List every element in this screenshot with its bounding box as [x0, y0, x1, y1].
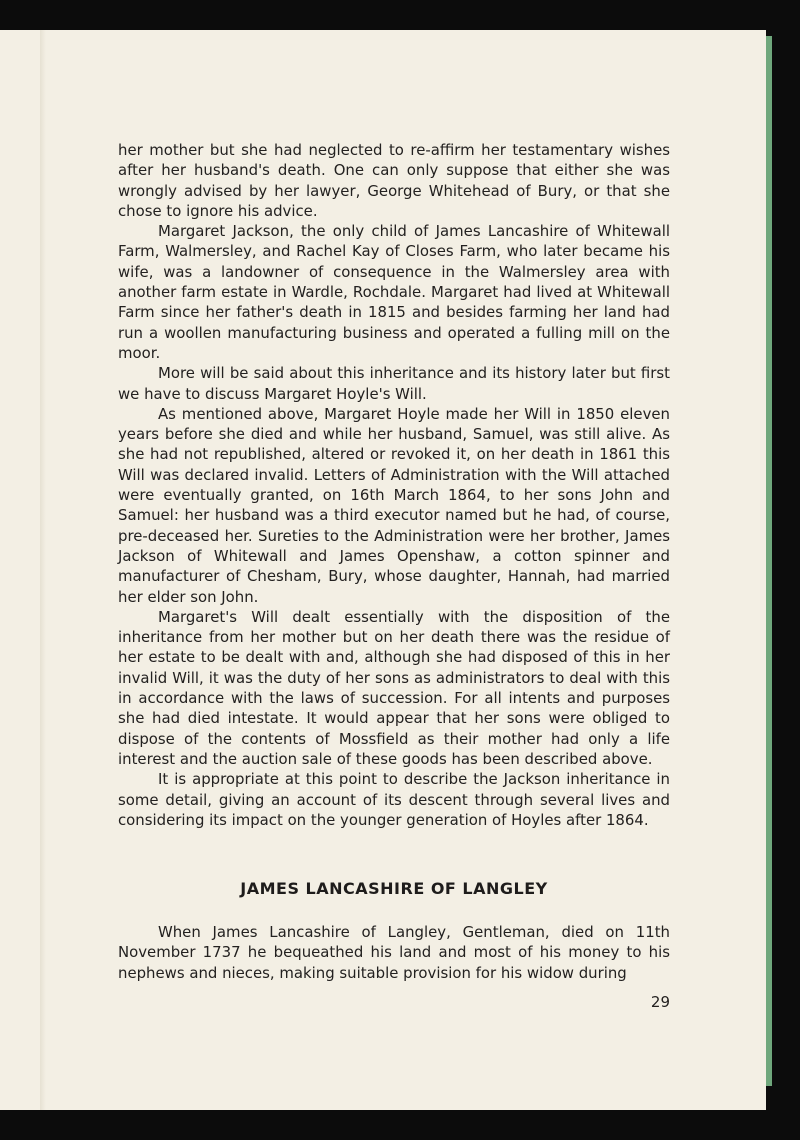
- paragraph: her mother but she had neglected to re-affirm her testamentary wishes after her husband's death. One can only suppose that either she was wrongly advised by her lawyer, George Whitehead of Bury, or that she chose to ignore his advice.: [118, 141, 670, 220]
- paragraph: Margaret's Will dealt essentially with the disposition of the inheritance from her mother but on her death there was the residue of her estate to be dealt with and, although she had disposed of this in her invalid Will, it was the duty of her sons as administrators to deal with this in accordance with the laws of succession. For all intents and purposes she had died intestate. It would appear that her sons were obliged to dispose of the contents of Mossfield as their mother had only a life interest and the auction sale of these goods has been described above.: [118, 607, 670, 768]
- paragraph: When James Lancashire of Langley, Gentleman, died on 11th November 1737 he bequeathed his land and most of his money to his nephews and nieces, making suitable provision for his widow during: [118, 923, 670, 982]
- paragraph: Margaret Jackson, the only child of James Lancashire of Whitewall Farm, Walmersley, and Rachel Kay of Closes Farm, who later became his wife, was a landowner of consequence in the Walmersley area with another farm estate in Wardle, Rochdale. Margaret had lived at Whitewall Farm since her father's death in 1815 and besides farming her land had run a woollen manufacturing business and operated a fulling mill on the moor.: [118, 222, 670, 362]
- page-gutter: [40, 30, 46, 1110]
- body-text: [118, 140, 670, 830]
- section-heading: JAMES LANCASHIRE OF LANGLEY: [240, 879, 548, 898]
- section-body-text: [118, 922, 670, 983]
- paragraph: As mentioned above, Margaret Hoyle made her Will in 1850 eleven years before she died and while her husband, Samuel, was still alive. As she had not republished, altered or revoked it, on her death in 1861 this Will was declared invalid. Letters of Administration with the Will attached were eventually granted, on 16th March 1864, to her sons John and Samuel: her husband was a third executor named but he had, of course, pre-deceased her. Sureties to the Administration were her brother, James Jackson of Whitewall and James Openshaw, a cotton spinner and manufacturer of Chesham, Bury, whose daughter, Hannah, had married her elder son John.: [118, 404, 670, 606]
- cover-edge: [766, 36, 772, 1086]
- paragraph: More will be said about this inheritance and its history later but first we have to discuss Margaret Hoyle's Will.: [118, 364, 670, 403]
- page-number: 29: [650, 993, 670, 1011]
- paragraph: It is appropriate at this point to describe the Jackson inheritance in some detail, giving an account of its descent through several lives and considering its impact on the younger generation of Hoyles after 1864.: [118, 770, 670, 829]
